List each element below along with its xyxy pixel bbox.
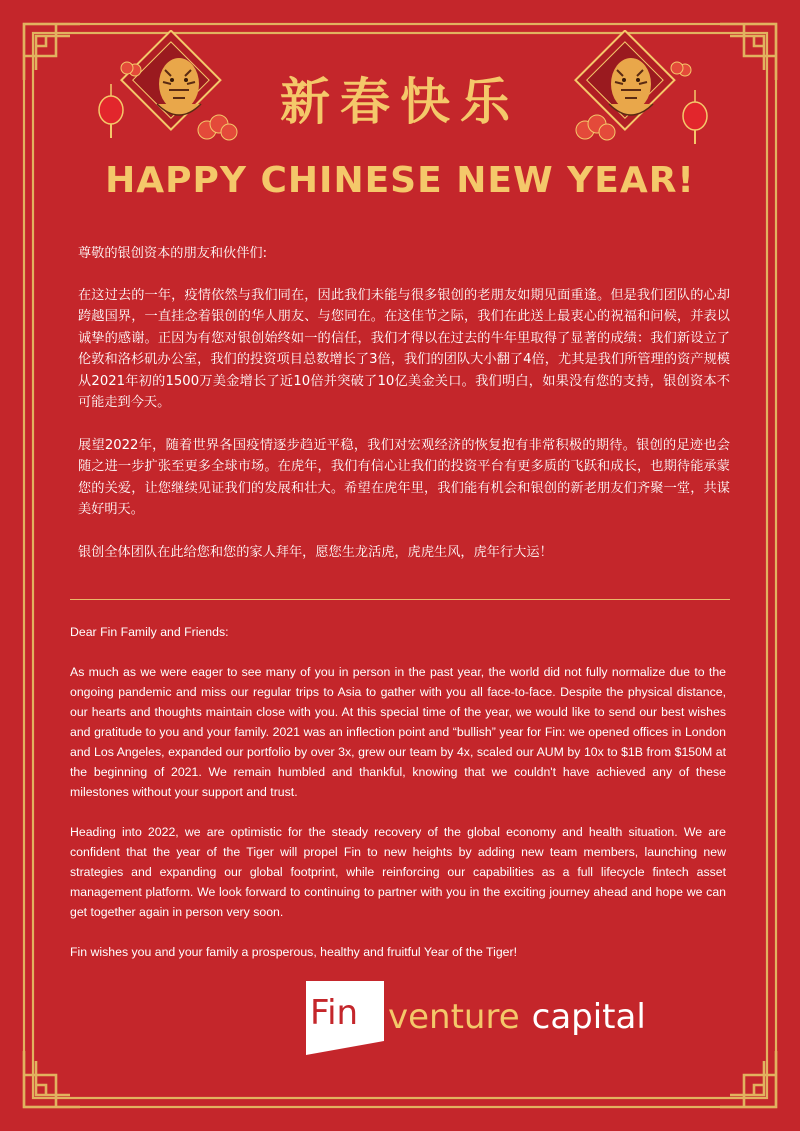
letter-cn-closing: 银创全体团队在此给您和您的家人拜年，愿您生龙活虎，虎虎生风，虎年行大运！	[78, 544, 553, 560]
letter-en-closing: Fin wishes you and your family a prosperous, healthy and fruitful Year of the Tiger!	[70, 944, 518, 959]
letter-en-paragraph: Heading into 2022, we are optimistic for the steady recovery of the global economy and health situation. We are confident that the year of the Tiger will propel Fin to new heights by adding new team members, launching new strategies and expanding our global footprint, while reinforcing our capabilities as a full lifecycle fintech asset management platform. We look forward to continuing to partner with you in the exciting journey ahead and hope we can get together again in person very soon.	[70, 824, 726, 920]
letter-en	[70, 622, 726, 981]
logo-text-capital: capital	[531, 997, 646, 1037]
logo-text-fin: Fin	[310, 993, 359, 1033]
section-divider	[70, 599, 730, 600]
company-logo	[306, 981, 646, 1055]
letter-en-paragraph: As much as we were eager to see many of you in person in the past year, the world did not fully normalize due to the ongoing pandemic and miss our regular trips to Asia to gather with you all face-to-face. Despite the physical distance, our hearts and thoughts maintain close with you. At this special time of the year, we would like to send our best wishes and gratitude to you and your family. 2021 was an inflection point and “bullish” year for Fin: we opened offices in London and Los Angeles, expanded our portfolio by over 3x, grew our team by 4x, scaled our AUM by 10x to $1B from $150M at the beginning of 2021. We remain humbled and thankful, knowing that we couldn't have achieved any of these milestones without your support and trust.	[70, 664, 726, 800]
logo-text-venture: venture	[388, 997, 520, 1037]
letter-cn-paragraph: 展望2022年，随着世界各国疫情逐步趋近平稳，我们对宏观经济的恢复抱有非常积极的期待。银创的足迹也会随之进一步扩张至更多全球市场。在虎年，我们有信心让我们的投资平台有更多质的飞跃和成长，也期待能承蒙您的关爱，让您继续见证我们的发展和壮大。希望在虎年里，我们能有机会和银创的新老朋友们齐聚一堂，共谋美好明天。	[78, 437, 730, 517]
page-title-en: HAPPY CHINESE NEW YEAR!	[105, 160, 695, 201]
letter-cn	[78, 243, 730, 584]
logo-badge	[306, 981, 384, 1055]
letter-cn-paragraph: 在这过去的一年，疫情依然与我们同在，因此我们未能与很多银创的老朋友如期见面重逢。但是我们团队的心却跨越国界，一直挂念着银创的华人朋友、与您同在。在这佳节之际，我们在此送上最衷心的祝福和问候，并表以诚挚的感谢。正因为有您对银创始终如一的信任，我们才得以在过去的牛年里取得了显著的成绩：我们新设立了伦敦和洛杉矶办公室，我们的投资项目总数增长了3倍，我们的团队大小翻了4倍，尤其是我们所管理的资产规模从2021年初的1500万美金增长了近10倍并突破了10亿美金关口。我们明白，如果没有您的支持，银创资本不可能走到今天。	[78, 287, 730, 410]
letter-en-greeting: Dear Fin Family and Friends:	[70, 625, 229, 639]
page-title-cn: 新春快乐	[280, 73, 520, 131]
letter-cn-greeting: 尊敬的银创资本的朋友和伙伴们:	[78, 246, 268, 261]
